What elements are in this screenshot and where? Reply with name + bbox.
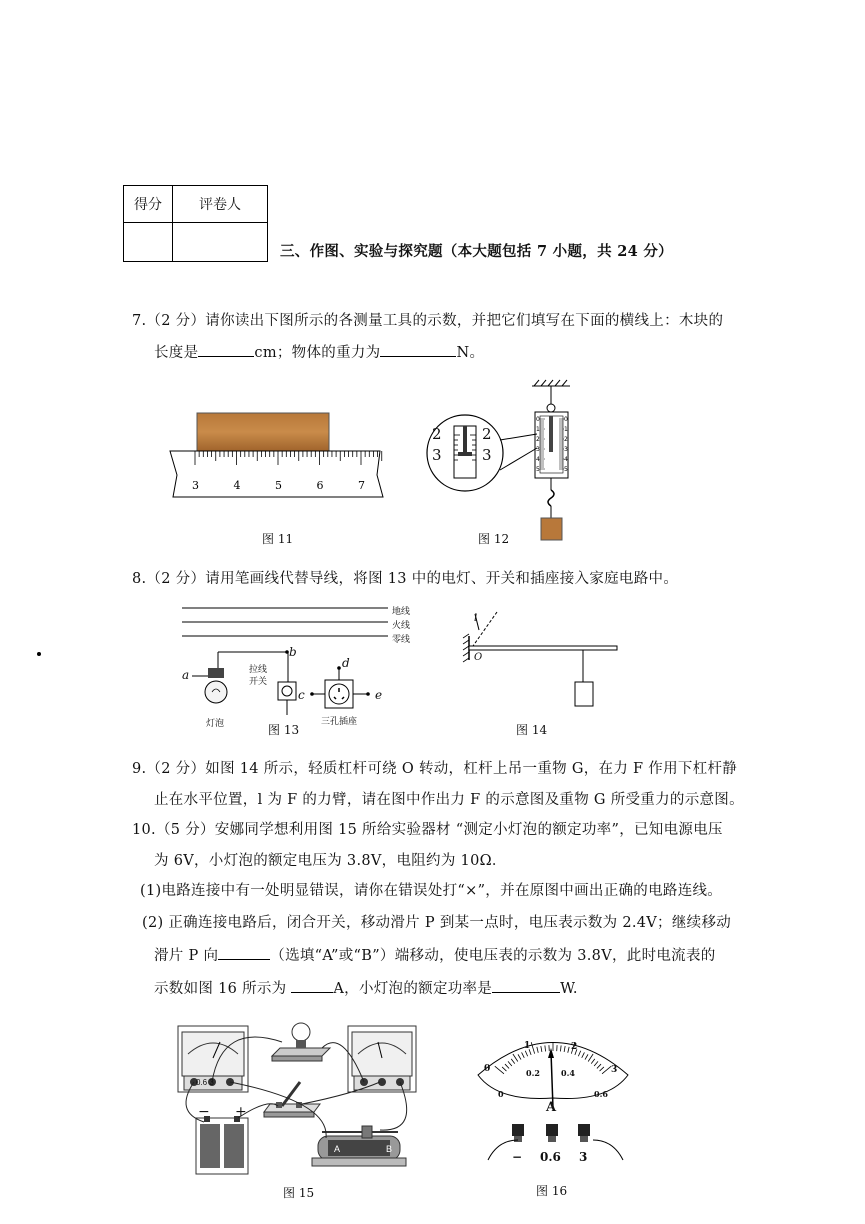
scale-number: 2	[564, 436, 568, 443]
dial-inner-02: 0.2	[526, 1068, 540, 1078]
battery-plus: +	[235, 1104, 247, 1120]
q10-direction-blank[interactable]	[218, 945, 270, 960]
dial-inner-06: 0.6	[594, 1089, 608, 1099]
ammeter-terminals: 0.6 3	[196, 1078, 214, 1087]
grader-header: 评卷人	[173, 186, 268, 223]
wooden-block	[197, 413, 329, 451]
ruler-tick-label: 5	[275, 479, 282, 492]
figure-12-spring-scale	[420, 378, 600, 543]
scale-number: 3	[564, 446, 568, 453]
scale-number: 1	[536, 426, 540, 433]
rheostat-b: B	[386, 1144, 393, 1154]
figure-13-circuit	[170, 600, 420, 735]
dial-unit: A	[546, 1100, 557, 1115]
q10-line1: 10.（5 分）安娜同学想利用图 15 所给实验器材 “测定小灯泡的额定功率”，已知电源电压	[132, 822, 723, 838]
switch-label-2: 开关	[249, 676, 268, 686]
q9-line1: 9.（2 分）如图 14 所示，轻质杠杆可绕 O 转动，杠杆上吊一重物 G，在力 F 作用下杠杆静	[132, 761, 738, 777]
label-o: O	[474, 652, 483, 663]
scale-number: 1	[564, 426, 568, 433]
dial-outer-3: 3	[611, 1065, 618, 1075]
label-e: e	[375, 688, 383, 702]
q7-line1: 7.（2 分）请你读出下图所示的各测量工具的示数，并把它们填写在下面的横线上：木块的	[132, 313, 724, 329]
margin-dot	[37, 652, 41, 656]
bulb	[205, 681, 227, 703]
terminal-minus: −	[512, 1150, 523, 1164]
q7-text-c: N。	[456, 345, 485, 361]
figure-15-caption: 图 15	[283, 1186, 315, 1200]
section-title: 三、作图、实验与探究题（本大题包括 7 小题，共 24 分）	[280, 243, 673, 260]
dial-inner-04: 0.4	[561, 1068, 575, 1078]
ruler-tick-label: 3	[192, 479, 199, 492]
scale-number: 2	[536, 436, 540, 443]
figure-12-caption: 图 12	[478, 532, 510, 546]
q10-power-blank[interactable]	[492, 978, 560, 993]
pull-switch	[278, 682, 296, 700]
scale-number: 0	[536, 416, 540, 423]
zoom-right-3: 3	[482, 446, 492, 464]
score-header: 得分	[124, 186, 173, 223]
scale-number: 0	[564, 416, 568, 423]
q10-sub2-line2	[154, 944, 716, 965]
q9-line2: 止在水平位置，l 为 F 的力臂，请在图中作出力 F 的示意图及重物 G 所受重力的示意图。	[154, 792, 744, 808]
ground-wire-label: 地线	[392, 606, 411, 616]
ruler-tick-label: 6	[316, 479, 324, 492]
figure-16-ammeter-dial	[468, 1020, 638, 1170]
ruler-tick-label: 7	[358, 479, 365, 492]
dial-outer-2: 2	[571, 1042, 578, 1052]
figure-15-apparatus	[172, 1018, 422, 1183]
battery	[196, 1116, 248, 1174]
label-c: c	[298, 688, 305, 702]
q10-current-blank[interactable]	[291, 978, 333, 993]
label-a: a	[182, 668, 190, 682]
score-cell	[124, 223, 173, 262]
battery-minus: −	[198, 1104, 210, 1120]
ruler-tick-label: 4	[233, 479, 241, 492]
neutral-wire-label: 零线	[392, 634, 411, 644]
scale-number: 5	[536, 466, 540, 473]
q10-text-a: 滑片 P 向	[154, 948, 219, 964]
label-l: l	[474, 613, 478, 624]
hanging-mass	[575, 682, 593, 706]
q10-text-c: 示数如图 16 所示为	[154, 981, 287, 997]
grader-cell	[173, 223, 268, 262]
q10-sub2-line1: (2) 正确连接电路后，闭合开关，移动滑片 P 到某一点时，电压表示数为 2.4V；继续移动	[142, 915, 732, 931]
q10-text-e: W.	[560, 981, 578, 997]
figure-16-caption: 图 16	[536, 1184, 568, 1198]
scale-number: 4	[536, 456, 540, 463]
q7-length-blank[interactable]	[198, 342, 254, 357]
q7-text-a: 长度是	[154, 345, 199, 361]
figure-14-caption: 图 14	[516, 723, 548, 737]
live-wire-label: 火线	[392, 620, 411, 630]
zoom-left-2: 2	[432, 425, 442, 443]
q10-sub2-line3	[154, 977, 578, 998]
hanging-weight	[541, 518, 562, 540]
dial-outer-1: 1	[524, 1041, 531, 1051]
voltmeter	[348, 1026, 416, 1092]
rheostat-a: A	[334, 1144, 341, 1154]
zoom-right-2: 2	[482, 425, 492, 443]
terminal-3: 3	[579, 1150, 588, 1164]
label-d: d	[342, 656, 350, 670]
figure-13-caption: 图 13	[268, 723, 300, 737]
ceiling-hatch	[532, 380, 570, 386]
lever-bar	[469, 646, 617, 650]
q7-line2	[154, 341, 484, 362]
label-b: b	[289, 645, 297, 659]
score-table	[123, 185, 268, 262]
figure-11-caption: 图 11	[262, 532, 294, 546]
scale-number: 5	[564, 466, 568, 473]
bulb-label: 灯泡	[206, 718, 225, 728]
scale-number: 3	[536, 446, 540, 453]
q10-text-d: A，小灯泡的额定功率是	[333, 981, 493, 997]
zoom-left-3: 3	[432, 446, 442, 464]
dial-outer-0: 0	[484, 1064, 491, 1074]
bulb-socket	[208, 668, 224, 678]
dial-inner-0: 0	[498, 1089, 504, 1099]
q10-text-b: （选填“A”或“B”）端移动，使电压表的示数为 3.8V，此时电流表的	[270, 948, 716, 964]
socket-label: 三孔插座	[321, 716, 358, 726]
q7-weight-blank[interactable]	[380, 342, 456, 357]
q8-line1: 8.（2 分）请用笔画线代替导线，将图 13 中的电灯、开关和插座接入家庭电路中。	[132, 571, 679, 587]
q10-sub1: (1)电路连接中有一处明显错误，请你在错误处打“×”，并在原图中画出正确的电路连线。	[140, 883, 723, 899]
scale-number: 4	[564, 456, 568, 463]
switch-label-1: 拉线	[249, 664, 268, 674]
q10-line2: 为 6V，小灯泡的额定电压为 3.8V，电阻约为 10Ω．	[154, 853, 507, 869]
figure-11-ruler	[165, 405, 390, 505]
terminal-06: 0.6	[540, 1150, 561, 1164]
q7-text-b: cm；物体的重力为	[254, 345, 381, 361]
